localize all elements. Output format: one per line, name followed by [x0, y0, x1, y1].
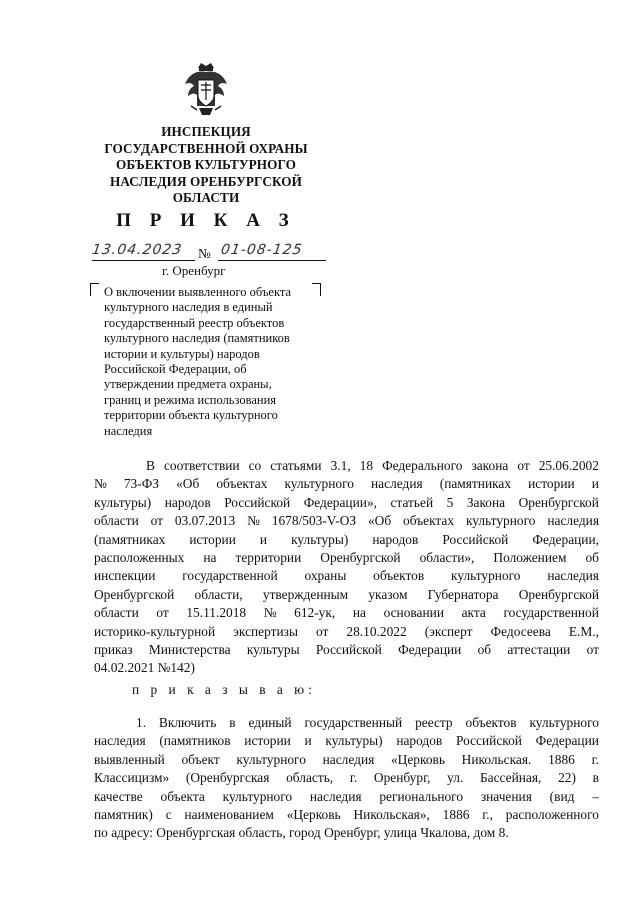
item-line: выявленный объект культурного наследия «Церковь Никольская. 1886 г.	[94, 751, 599, 767]
paragraph-line: (памятниках истории и культуры) народов Российской Федерации,	[94, 531, 599, 547]
authority-line: НАСЛЕДИЯ ОРЕНБУРГСКОЙ	[109, 173, 303, 189]
order-subject	[104, 285, 308, 439]
authority-line: ОБЪЕКТОВ КУЛЬТУРНОГО	[115, 157, 297, 173]
number-underline	[218, 260, 326, 261]
subject-line: утверждении предмета охраны,	[104, 377, 272, 392]
item-line: качестве объекта культурного наследия регионального значения (вид –	[94, 788, 599, 804]
paragraph-line: Оренбургской области, утвержденным указом Губернатора Оренбургской	[94, 586, 599, 602]
subject-line: О включении выявленного объекта	[104, 285, 292, 299]
coat-of-arms-icon	[183, 62, 229, 118]
subject-line: территории объекта культурного	[104, 408, 278, 423]
handwritten-number: 01-08-125	[219, 242, 304, 258]
paragraph-line: приказ Министерства культуры Российской Федерации об аттестации от	[94, 642, 599, 658]
subject-bracket-right	[312, 283, 321, 296]
city: г. Оренбург	[162, 263, 226, 278]
paragraph-line: области от 03.07.2013 № 1678/503-V-ОЗ «Об объектах культурного наследия	[94, 513, 599, 529]
orders-word: п р и к а з ы в а ю:	[132, 682, 316, 697]
preamble-paragraph	[94, 457, 599, 678]
number-sign: №	[198, 246, 211, 261]
issuing-authority	[85, 124, 327, 207]
subject-line: культурного наследия в единый	[104, 300, 273, 315]
paragraph-line: области от 15.11.2018 № 612-ук, на основании акта государственной	[94, 605, 599, 621]
subject-line: границ и режима использования	[104, 392, 277, 407]
subject-line: истории и культуры) народов	[104, 346, 260, 361]
paragraph-line: № 73-ФЗ «Об объектах культурного наследия (памятниках истории и	[94, 476, 599, 492]
authority-line: ГОСУДАРСТВЕННОЙ ОХРАНЫ	[104, 140, 308, 156]
order-item-1	[94, 714, 599, 843]
paragraph-line: расположенных на территории Оренбургской области», Положением об	[94, 550, 599, 566]
item-line: памятник) с наименованием «Церковь Никольская», 1886 г., расположенного	[94, 807, 599, 823]
authority-line: ИНСПЕКЦИЯ	[161, 124, 251, 139]
paragraph-line: В соответствии со статьями 3.1, 18 Федерального закона от 25.06.2002	[146, 458, 599, 473]
paragraph-line: историко-культурной экспертизы от 28.10.2022 (эксперт Федосеева Е.М.,	[94, 623, 599, 639]
subject-line: наследия	[104, 423, 153, 438]
item-line: наследия (памятников истории и культуры) народов Российской Федерации	[94, 733, 599, 749]
paragraph-line: культуры) народов Российской Федерации», статьей 5 Закона Оренбургской	[94, 494, 599, 510]
subject-line: Российской Федерации, об	[104, 362, 247, 377]
subject-line: культурного наследия (памятников	[104, 331, 290, 346]
handwritten-date: 13.04.2023	[90, 242, 184, 258]
subject-bracket-left	[90, 283, 99, 296]
authority-line: ОБЛАСТИ	[172, 190, 240, 206]
date-underline	[92, 260, 195, 261]
item-line: 1. Включить в единый государственный реестр объектов культурного	[136, 715, 599, 730]
subject-line: государственный реестр объектов	[104, 315, 285, 330]
item-line: по адресу: Оренбургская область, город Оренбург, улица Чкалова, дом 8.	[94, 825, 509, 841]
document-type-title: П Р И К А З	[116, 210, 296, 231]
paragraph-line: 04.02.2021 №142)	[94, 660, 195, 676]
paragraph-line: инспекции государственной охраны объектов культурного наследия	[94, 568, 599, 584]
item-line: Классицизм» (Оренбургская область, г. Оренбург, ул. Бассейная, 22) в	[94, 770, 599, 786]
